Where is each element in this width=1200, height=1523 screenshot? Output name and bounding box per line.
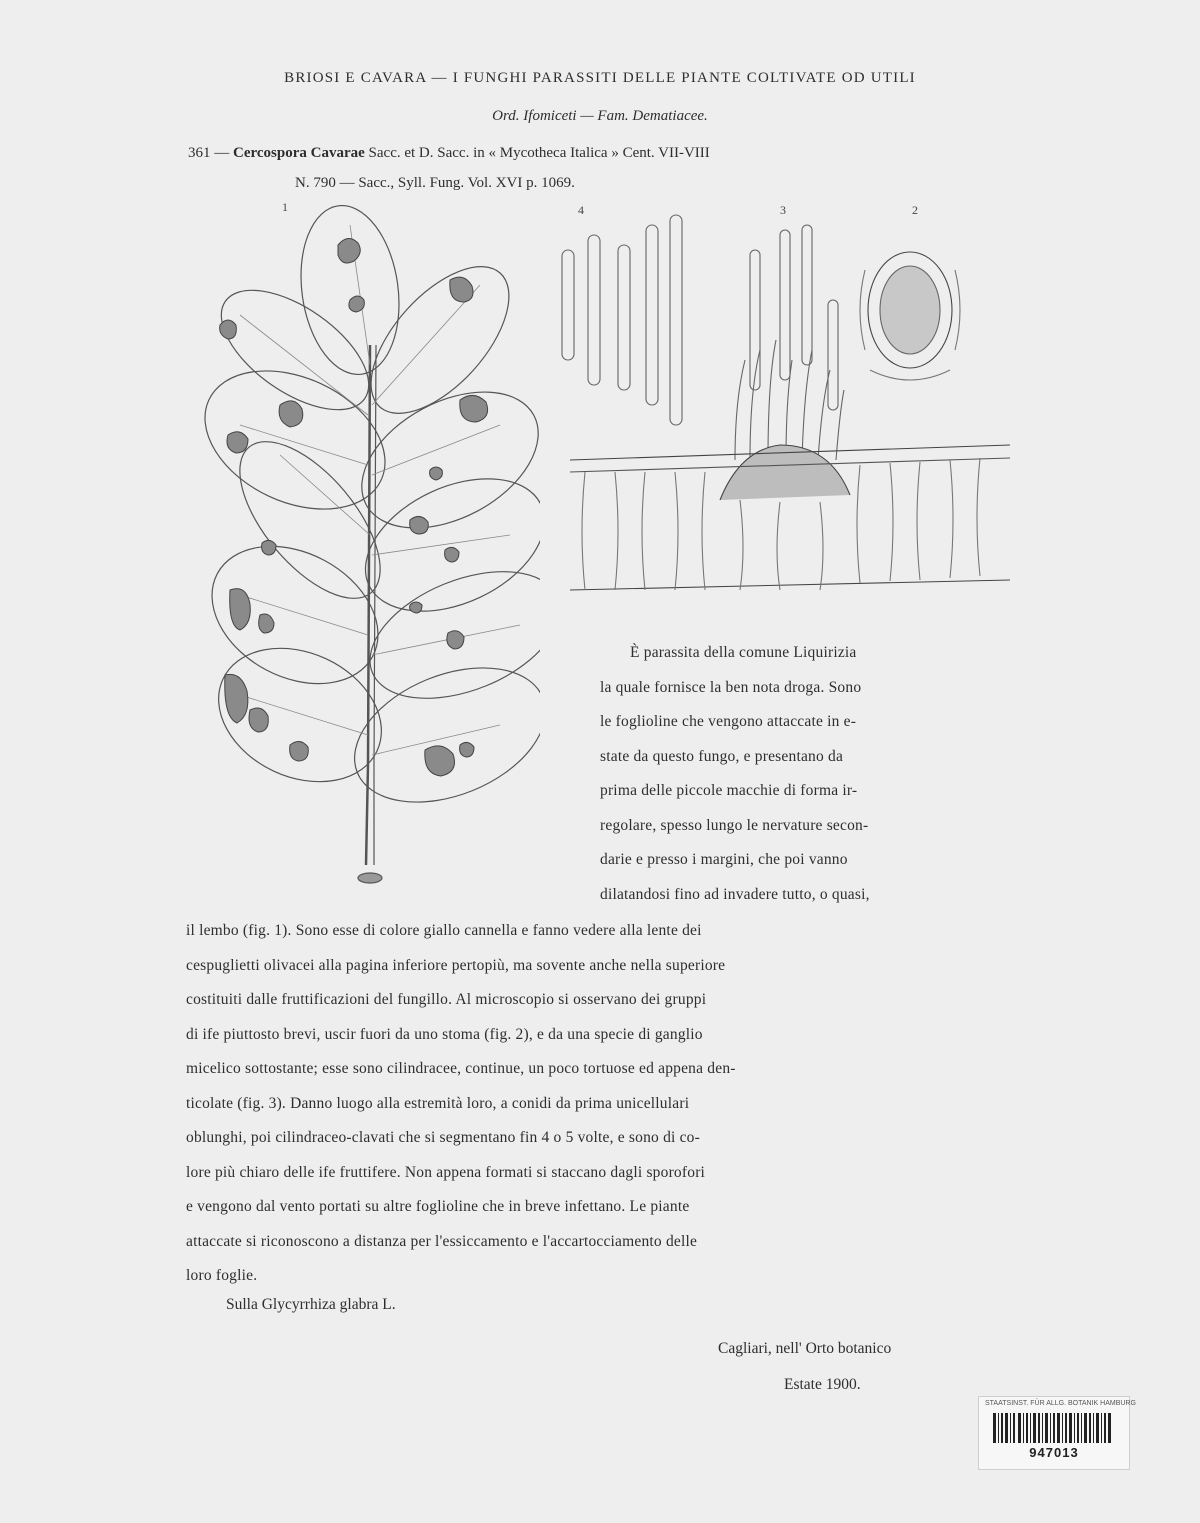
text-line: attaccate si riconoscono a distanza per l'essiccamento e l'accartocciamento delle (186, 1232, 698, 1250)
text-line: loro foglie. (186, 1267, 258, 1284)
microscope-illustration (540, 210, 1020, 630)
text-line: le foglioline che vengono attaccate in e- (600, 713, 857, 730)
text-line: il lembo (fig. 1). Sono esse di colore giallo cannella e fanno vedere alla lente dei (186, 922, 702, 939)
leaf-illustration (200, 205, 540, 895)
species-name: Cercospora Cavarae (233, 145, 365, 161)
description-right-column (600, 636, 1020, 912)
reference-line: N. 790 — Sacc., Syll. Fung. Vol. XVI p. 1069. (295, 175, 575, 191)
date-line: Estate 1900. (784, 1376, 861, 1393)
text-line: state da questo fungo, e presentano da (600, 747, 844, 765)
figure-number-2: 2 (912, 203, 918, 217)
description-full-width (186, 914, 1020, 1294)
order-family-line: Ord. Ifomiceti — Fam. Dematiacee. (492, 108, 708, 124)
text-line: e vengono dal vento portati su altre foglioline che in breve infettano. Le piante (186, 1198, 690, 1215)
barcode-number: 947013 (1029, 1445, 1079, 1460)
text-line: micelico sottostante; esse sono cilindracee, continue, un poco tortuose ed appena den- (186, 1060, 736, 1077)
text-line: dilatandosi fino ad invadere tutto, o quasi, (600, 885, 870, 903)
text-line: la quale fornisce la ben nota droga. Sono (600, 678, 862, 696)
locality-line: Cagliari, nell' Orto botanico (718, 1340, 892, 1357)
text-line: di ife piuttosto brevi, uscir fuori da uno stoma (fig. 2), e da una specie di ganglio (186, 1025, 703, 1043)
species-number: 361 — (188, 145, 230, 161)
figure-number-4: 4 (578, 203, 584, 217)
text-line: È parassita della comune Liquirizia (630, 644, 857, 661)
herbarium-barcode-label (978, 1396, 1136, 1470)
species-authority: Sacc. et D. Sacc. in « Mycotheca Italica » Cent. VII-VIII (368, 145, 710, 161)
text-line: lore più chiaro delle ife fruttifere. Non appena formati si staccano dagli sporofori (186, 1163, 706, 1181)
text-line: oblunghi, poi cilindraceo-clavati che si segmentano fin 4 o 5 volte, e sono di co- (186, 1129, 700, 1146)
text-line: cespuglietti olivacei alla pagina inferiore pertopiù, ma sovente anche nella superiore (186, 956, 726, 974)
figure-number-3: 3 (780, 203, 786, 217)
barcode-institution: STAATSINST. FÜR ALLG. BOTANIK HAMBURG (985, 1400, 1136, 1407)
substrate-line: Sulla Glycyrrhiza glabra L. (226, 1296, 396, 1313)
authors-title: BRIOSI E CAVARA — I FUNGHI PARASSITI DELLE PIANTE COLTIVATE OD UTILI (284, 70, 916, 86)
barcode-icon (993, 1413, 1113, 1443)
text-line: regolare, spesso lungo le nervature secon- (600, 816, 869, 834)
figure-number-1: 1 (282, 200, 288, 214)
text-line: prima delle piccole macchie di forma ir- (600, 782, 858, 799)
text-line: ticolate (fig. 3). Danno luogo alla estremità loro, a conidi da prima unicellulari (186, 1094, 690, 1112)
text-line: costituiti dalle fruttificazioni del fungillo. Al microscopio si osservano dei gruppi (186, 991, 707, 1008)
species-heading (188, 145, 710, 162)
text-line: darie e presso i margini, che poi vanno (600, 851, 848, 868)
